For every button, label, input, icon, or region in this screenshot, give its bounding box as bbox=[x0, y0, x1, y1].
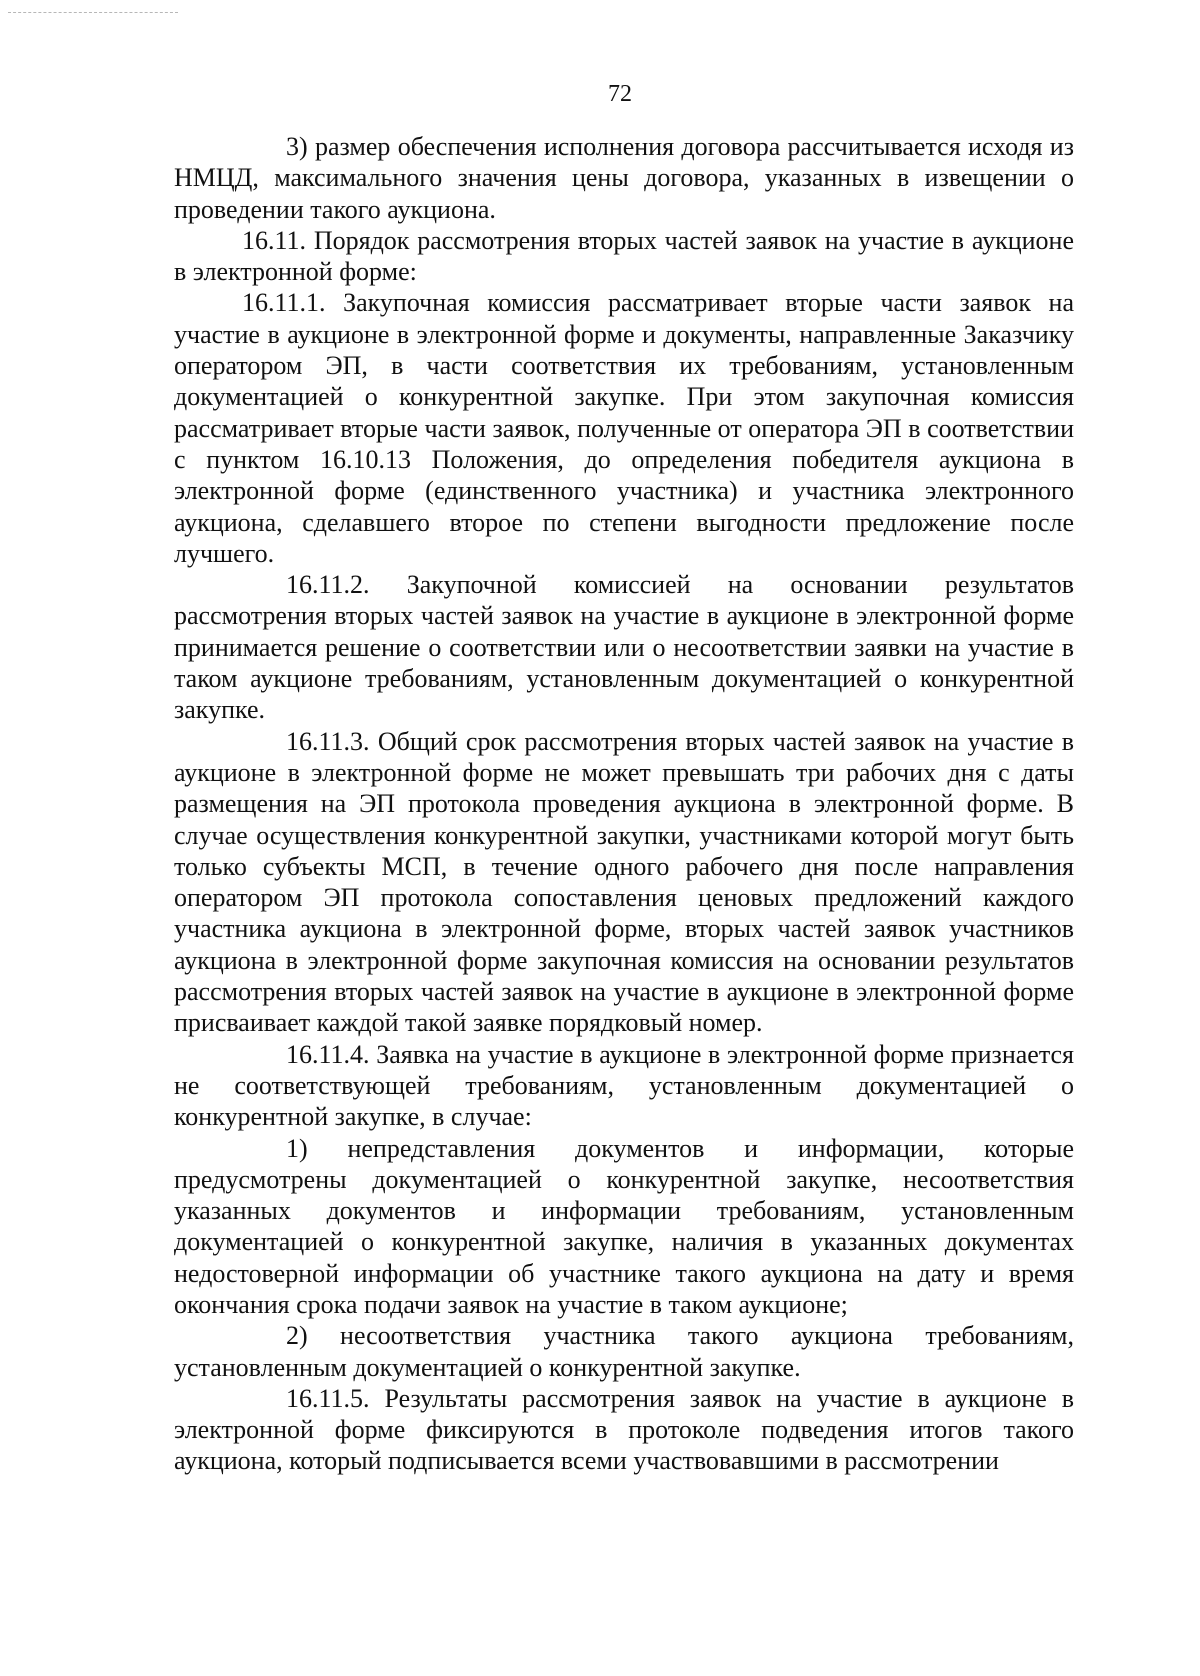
paragraph-item-3 bbox=[174, 131, 1074, 225]
paragraph-label: 2) bbox=[286, 1321, 308, 1351]
paragraph-label: 16.11.4. bbox=[286, 1039, 370, 1069]
paragraph-text: Закупочной комиссией на основании результатов рассмотрения вторых частей заявок на участие в аукционе в электронной форме принимается решение о соответствии или о несоответствии заявки на участие в таком аукционе требованиям, установленным документацией о конкурентной закупке. bbox=[174, 570, 1074, 725]
scan-artifact bbox=[8, 12, 178, 16]
paragraph-16-11-2 bbox=[174, 569, 1074, 725]
paragraph-text: Общий срок рассмотрения вторых частей заявок на участие в аукционе в электронной форме не может превышать три рабочих дня с даты размещения на ЭП протокола проведения аукциона в электронной форме. В случае осуществления конкурентной закупки, участниками которой могут быть только субъекты МСП, в течение одного рабочего дня после направления оператором ЭП протокола сопоставления ценовых предложений каждого участника аукциона в электронной форме, вторых частей заявок участников аукциона в электронной форме закупочная комиссия на основании результатов рассмотрения вторых частей заявок на участие в аукционе в электронной форме присваивает каждой такой заявке порядковый номер. bbox=[174, 726, 1074, 1038]
paragraph-text: несоответствия участника такого аукциона требованиям, установленным документацией о конкурентной закупке. bbox=[174, 1321, 1074, 1382]
paragraph-text: размер обеспечения исполнения договора рассчитывается исходя из НМЦД, максимального значения цены договора, указанных в извещении о проведении такого аукциона. bbox=[174, 132, 1074, 224]
paragraph-text: 16.11.1. Закупочная комиссия рассматривает вторые части заявок на участие в аукционе в электронной форме и документы, направленные Заказчику оператором ЭП, в части соответствия их требованиям, установленным документацией о конкурентной закупке. При этом закупочная комиссия рассматривает вторые части заявок, полученные от оператора ЭП в соответствии с пунктом 16.10.13 Положения, до определения победителя аукциона в электронной форме (единственного участника) и участника электронного аукциона, сделавшего второе по степени выгодности предложение после лучшего. bbox=[174, 288, 1074, 568]
paragraph-text: Результаты рассмотрения заявок на участие в аукционе в электронной форме фиксируются в протоколе подведения итогов такого аукциона, который подписывается всеми участвовавшими в рассмотрении bbox=[174, 1383, 1074, 1476]
paragraph-label: 1) bbox=[286, 1133, 308, 1163]
page-number: 72 bbox=[608, 81, 632, 107]
paragraph-text: 16.11. Порядок рассмотрения вторых частей заявок на участие в аукционе в электронной форме: bbox=[174, 225, 1074, 287]
paragraph-16-11-1 bbox=[174, 287, 1074, 569]
paragraph-item-1 bbox=[174, 1133, 1074, 1321]
paragraph-item-2 bbox=[174, 1320, 1074, 1383]
paragraph-16-11 bbox=[174, 225, 1074, 288]
paragraph-label: 3) bbox=[286, 132, 308, 161]
paragraph-16-11-4 bbox=[174, 1039, 1074, 1133]
paragraph-label: 16.11.5. bbox=[286, 1383, 370, 1413]
paragraph-text: Заявка на участие в аукционе в электронной форме признается не соответствующей требованиям, установленным документацией о конкурентной закупке, в случае: bbox=[174, 1039, 1075, 1132]
paragraph-16-11-3 bbox=[174, 726, 1074, 1039]
paragraph-label: 16.11.2. bbox=[286, 570, 370, 600]
paragraph-label: 16.11.3. bbox=[286, 726, 370, 756]
paragraph-text: непредставления документов и информации, которые предусмотрены документацией о конкурентной закупке, несоответствия указанных документов и информации требованиям, установленным документацией о конкурентной закупке, наличия в указанных документах недостоверной информации об участнике такого аукциона на дату и время окончания срока подачи заявок на участие в таком аукционе; bbox=[174, 1133, 1074, 1319]
document-body bbox=[174, 131, 1074, 1477]
paragraph-16-11-5 bbox=[174, 1383, 1074, 1477]
